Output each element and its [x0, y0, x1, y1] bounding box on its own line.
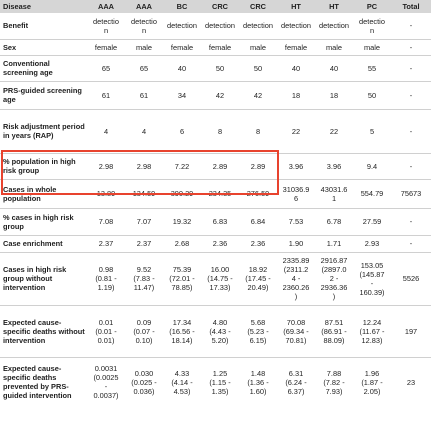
row-label: Case enrichment — [0, 235, 87, 252]
table-cell: 6.78 — [315, 208, 353, 235]
table-cell: - — [391, 235, 431, 252]
table-cell: female — [277, 39, 315, 55]
table-cell: male — [315, 39, 353, 55]
table-row — [0, 179, 431, 208]
table-cell: 8 — [201, 109, 239, 153]
table-cell: 65 — [125, 55, 163, 81]
table-cell: 4.80 (4.43 - 5.20) — [201, 305, 239, 357]
column-header: Total — [391, 0, 431, 13]
table-cell: 42 — [239, 81, 277, 109]
table-row — [0, 252, 431, 305]
table-cell: - — [391, 153, 431, 179]
table-cell: detection — [239, 13, 277, 39]
row-label: Sex — [0, 39, 87, 55]
table-cell: 2916.87 (2897.0 2 - 2936.36 ) — [315, 252, 353, 305]
table-cell: 2.89 — [201, 153, 239, 179]
header-disease: Disease — [0, 0, 87, 13]
table-row — [0, 109, 431, 153]
table-cell: 3.96 — [277, 153, 315, 179]
table-cell: 7.08 — [87, 208, 125, 235]
table-cell: 554.79 — [353, 179, 391, 208]
table-cell: 2.36 — [239, 235, 277, 252]
table-cell: - — [391, 109, 431, 153]
table-cell: 18.92 (17.45 - 20.49) — [239, 252, 277, 305]
table-row — [0, 55, 431, 81]
table-cell: - — [391, 81, 431, 109]
table-cell: 18 — [315, 81, 353, 109]
table-cell: detectio n — [87, 13, 125, 39]
table-cell: 0.01 (0.01 - 0.01) — [87, 305, 125, 357]
table-cell: male — [239, 39, 277, 55]
table-cell: 9.4 — [353, 153, 391, 179]
table-cell: - — [391, 39, 431, 55]
column-header: AAA — [125, 0, 163, 13]
table-cell: 390.29 — [163, 179, 201, 208]
table-cell: 50 — [239, 55, 277, 81]
table-cell: 2.98 — [125, 153, 163, 179]
table-cell: 4 — [87, 109, 125, 153]
table-cell: 5 — [353, 109, 391, 153]
table-cell: detection — [315, 13, 353, 39]
table-cell: 5526 — [391, 252, 431, 305]
table-row — [0, 208, 431, 235]
table-cell: 2.93 — [353, 235, 391, 252]
table-cell: 2.37 — [87, 235, 125, 252]
table-cell: 75.39 (72.01 - 78.85) — [163, 252, 201, 305]
table-cell: 2.68 — [163, 235, 201, 252]
table-cell: detection — [163, 13, 201, 39]
row-label: Benefit — [0, 13, 87, 39]
table-body — [0, 13, 431, 407]
table-row — [0, 357, 431, 407]
table-cell: 7.53 — [277, 208, 315, 235]
table-cell: 1.90 — [277, 235, 315, 252]
table-row — [0, 153, 431, 179]
table-cell: 61 — [125, 81, 163, 109]
table-cell: 65 — [87, 55, 125, 81]
table-cell: 19.32 — [163, 208, 201, 235]
table-cell: 2.98 — [87, 153, 125, 179]
table-cell: 50 — [201, 55, 239, 81]
table-cell: 40 — [163, 55, 201, 81]
table-cell: 153.05 (145.87 - 160.39) — [353, 252, 391, 305]
table-cell: 31036.9 6 — [277, 179, 315, 208]
table-cell: detection — [201, 13, 239, 39]
table-cell: 197 — [391, 305, 431, 357]
table-cell: 6.31 (6.24 - 6.37) — [285, 368, 307, 396]
table-cell: 234.35 — [201, 179, 239, 208]
row-label: Risk adjustment period in years (RAP) — [0, 109, 87, 153]
table-cell: 6.84 — [239, 208, 277, 235]
table-cell: 18 — [277, 81, 315, 109]
table-cell: female — [87, 39, 125, 55]
column-header: HT — [277, 0, 315, 13]
table-cell: 6 — [163, 109, 201, 153]
table-cell: 4 — [125, 109, 163, 153]
table-cell: female — [201, 39, 239, 55]
table-cell: 4.33 (4.14 - 4.53) — [171, 368, 193, 396]
table-cell: female — [163, 39, 201, 55]
table-cell: 276.59 — [239, 179, 277, 208]
table-cell: 27.59 — [353, 208, 391, 235]
table-cell: detectio n — [125, 13, 163, 39]
table-row — [0, 13, 431, 39]
row-label: Expected cause-specific deaths prevented by PRS-guided intervention — [3, 364, 72, 401]
table-row — [0, 81, 431, 109]
table-cell: 7.22 — [163, 153, 201, 179]
table-cell: 43031.6 1 — [315, 179, 353, 208]
column-header: AAA — [87, 0, 125, 13]
column-header: BC — [163, 0, 201, 13]
table-cell: 16.00 (14.75 - 17.33) — [201, 252, 239, 305]
table-cell: 134.59 — [125, 179, 163, 208]
header-row — [0, 0, 431, 13]
table-cell: - — [391, 13, 431, 39]
column-header: HT — [315, 0, 353, 13]
table-cell: 2.37 — [125, 235, 163, 252]
table-cell: 0.09 (0.07 - 0.10) — [125, 305, 163, 357]
table-cell: 2.89 — [239, 153, 277, 179]
table-cell: 40 — [277, 55, 315, 81]
table-row — [0, 305, 431, 357]
table-cell: 87.51 (86.91 - 88.09) — [315, 305, 353, 357]
table-cell: 1.96 (1.87 - 2.05) — [361, 368, 383, 396]
table-cell: 7.88 (7.82 - 7.93) — [323, 368, 345, 396]
table-cell: detectio n — [353, 13, 391, 39]
table-cell: 3.96 — [315, 153, 353, 179]
table-cell: 55 — [353, 55, 391, 81]
table-header — [0, 0, 431, 13]
table-cell: 1.25 (1.15 - 1.35) — [209, 368, 231, 396]
table-cell: 2335.89 (2311.2 4 - 2360.26 ) — [277, 252, 315, 305]
row-label: PRS-guided screening age — [0, 81, 87, 109]
table-cell: 61 — [87, 81, 125, 109]
table-cell: 0.030 (0.025 - 0.036) — [131, 368, 157, 396]
column-header: CRC — [239, 0, 277, 13]
table-cell: 7.07 — [125, 208, 163, 235]
table-cell: 12.24 (11.67 - 12.83) — [353, 305, 391, 357]
table-cell: 1.71 — [315, 235, 353, 252]
table-cell: 9.52 (7.83 - 11.47) — [125, 252, 163, 305]
table-cell: 1.48 (1.36 - 1.60) — [247, 368, 269, 396]
table-cell: 2.36 — [201, 235, 239, 252]
table-cell: 13.89 — [87, 179, 125, 208]
table-cell: 70.08 (69.34 - 70.81) — [277, 305, 315, 357]
table-cell: 8 — [239, 109, 277, 153]
row-label: Cases in whole population — [0, 179, 87, 208]
row-label: % cases in high risk group — [0, 208, 87, 235]
table-cell: 34 — [163, 81, 201, 109]
table-cell: 40 — [315, 55, 353, 81]
table-cell: 0.98 (0.81 - 1.19) — [87, 252, 125, 305]
table-cell: 17.34 (16.56 - 18.14) — [163, 305, 201, 357]
table-cell: 42 — [201, 81, 239, 109]
table-cell: - — [391, 208, 431, 235]
table-cell: male — [353, 39, 391, 55]
row-label: Conventional screening age — [0, 55, 87, 81]
table-cell: - — [391, 55, 431, 81]
row-label: % population in high risk group — [0, 153, 87, 179]
table-cell: 6.83 — [201, 208, 239, 235]
table-row — [0, 39, 431, 55]
row-label: Cases in high risk group without intervention — [0, 252, 87, 305]
table-cell: 22 — [315, 109, 353, 153]
row-label: Expected cause-specific deaths without intervention — [0, 305, 87, 357]
table-row — [0, 235, 431, 252]
table-cell: 75673 — [391, 179, 431, 208]
table-cell: 22 — [277, 109, 315, 153]
column-header: CRC — [201, 0, 239, 13]
table-cell: 50 — [353, 81, 391, 109]
table-cell: 0.0031 (0.0025 - 0.0037) — [93, 364, 119, 401]
column-header: PC — [353, 0, 391, 13]
table-cell: 23 — [406, 377, 416, 387]
table-cell: detection — [277, 13, 315, 39]
table-cell: 5.68 (5.23 - 6.15) — [239, 305, 277, 357]
table-cell: male — [125, 39, 163, 55]
